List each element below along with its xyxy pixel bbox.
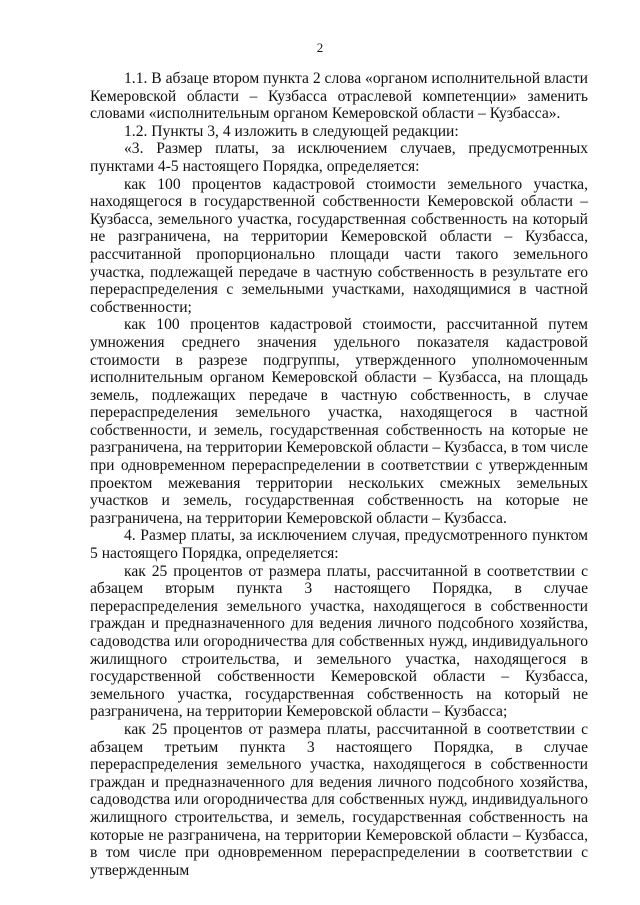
paragraph-item-3: «3. Размер платы, за исключением случаев, предусмотренных пунктами 4-5 настоящего Порядка, определяется: — [90, 140, 588, 175]
paragraph-item-4-clause-2: как 25 процентов от размера платы, рассчитанной в соответствии с абзацем третьим пункта 3 настоящего Порядка, в случае перераспределения земельного участка, находящегося в собственности граждан и предназначенного для ведения личного подсобного хозяйства, садоводства или огородничества для собственных нужд, индивидуального жилищного строительства, и земель, государственная собственность на которые не разграничена, на территории Кемеровской области – Кузбасса, в том числе при одновременном перераспределении в соответствии с утвержденным — [90, 720, 588, 879]
paragraph-1-1: 1.1. В абзаце втором пункта 2 слова «органом исполнительной власти Кемеровской области – Кузбасса отраслевой компетенции» заменить словами «исполнительным органом Кемеровской области – Кузбасса». — [90, 70, 588, 123]
paragraph-1-2: 1.2. Пункты 3, 4 изложить в следующей редакции: — [124, 122, 459, 140]
document-body — [90, 70, 588, 879]
paragraph-item-4-clause-1: как 25 процентов от размера платы, рассчитанной в соответствии с абзацем вторым пункта 3 настоящего Порядка, в случае перераспределения земельного участка, находящегося в собственности граждан и предназначенного для ведения личного подсобного хозяйства, садоводства или огородничества для собственных нужд, индивидуального жилищного строительства, и земельного участка, находящегося в государственной собственности Кемеровской области – Кузбасса, земельного участка, государственная собственность на который не разграничена, на территории Кемеровской области – Кузбасса; — [90, 562, 588, 721]
paragraph-item-4: 4. Размер платы, за исключением случая, предусмотренного пунктом 5 настоящего Порядка, определяется: — [90, 527, 588, 563]
paragraph-item-3-clause-2: как 100 процентов кадастровой стоимости, рассчитанной путем умножения среднего значения удельного показателя кадастровой стоимости в разрезе подгруппы, утвержденного уполномоченным исполнительным органом Кемеровской области – Кузбасса, на площадь земель, подлежащих передаче в частную собственность, в случае перераспределения земельного участка, находящегося в частной собственности, и земель, государственная собственность на которые не разграничена, на территории Кемеровской области – Кузбасса, в том числе при одновременном перераспределении в соответствии с утвержденным проектом межевания территории нескольких смежных земельных участков и земель, государственная собственность на которые не разграничена, на территории Кемеровской области – Кузбасса. — [90, 316, 588, 527]
paragraph-item-3-clause-1: как 100 процентов кадастровой стоимости земельного участка, находящегося в государственной собственности Кемеровской области – Кузбасса, земельного участка, государственная собственность на который не разграничена, на территории Кемеровской области – Кузбасса, рассчитанной пропорционально площади части такого земельного участка, подлежащей передаче в частную собственность в результате его перераспределения с земельными участками, находящимися в частной собственности; — [90, 175, 588, 316]
page-number: 2 — [316, 40, 324, 55]
